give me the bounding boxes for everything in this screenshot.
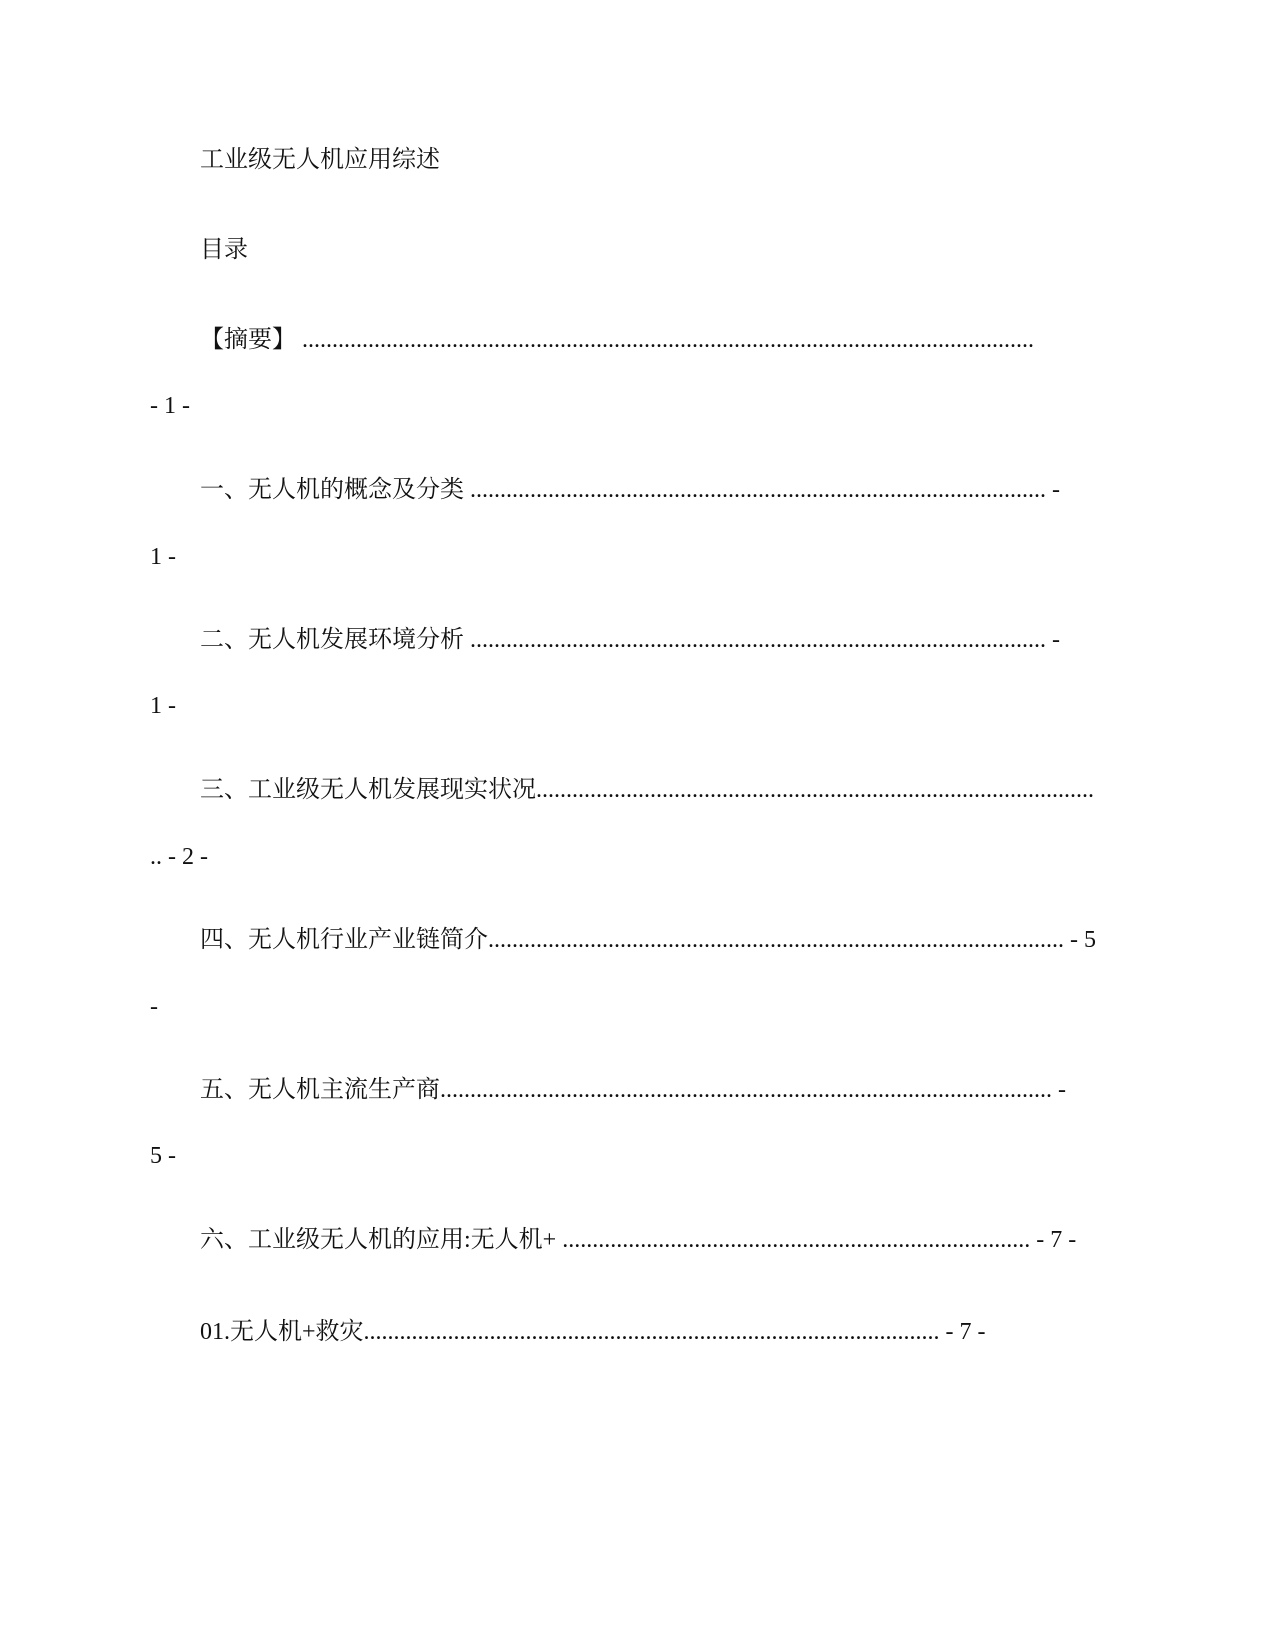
toc-entry-page: - 7 - <box>1030 1227 1077 1253</box>
toc-entry[interactable] <box>200 1318 986 1346</box>
toc-entry-continuation: 1 - <box>150 544 176 570</box>
toc-entry-leader: ................................................................................................ <box>488 927 1064 953</box>
toc-entry[interactable] <box>200 926 1096 954</box>
toc-entry-leader: ...................................................................................................... <box>440 1077 1052 1103</box>
toc-entry-label: 一、无人机的概念及分类 <box>200 477 464 503</box>
toc-entry-label: 五、无人机主流生产商 <box>200 1077 440 1103</box>
toc-entry[interactable] <box>200 1226 1076 1254</box>
toc-entry-leader: ............................................................................................. <box>536 777 1094 803</box>
toc-entry-leader: ................................................................................................ <box>464 477 1046 503</box>
toc-entry-leader: ................................................................................................ <box>464 627 1046 653</box>
toc-entry-continuation: 5 - <box>150 1143 176 1169</box>
toc-entry-leader: .............................................................................. <box>556 1227 1031 1253</box>
toc-entry-label: 【摘要】 <box>200 327 296 353</box>
toc-entry[interactable] <box>200 1076 1066 1104</box>
toc-entry-continuation: - <box>150 994 158 1020</box>
toc-entry-leader: .......................................................................................................................... <box>296 327 1034 353</box>
toc-entry-page: - <box>1046 627 1060 653</box>
toc-entry[interactable] <box>200 626 1060 654</box>
toc-entry-page: - 7 - <box>939 1319 986 1345</box>
document-title: 工业级无人机应用综述 <box>200 147 440 173</box>
toc-entry-label: 四、无人机行业产业链简介 <box>200 927 488 953</box>
toc-entry-continuation: .. - 2 - <box>150 844 208 870</box>
toc-heading: 目录 <box>200 237 248 263</box>
toc-entry-label: 01.无人机+救灾 <box>200 1319 364 1345</box>
toc-entry-label: 二、无人机发展环境分析 <box>200 627 464 653</box>
toc-entry[interactable] <box>200 776 1094 804</box>
toc-entry-continuation: - 1 - <box>150 393 190 419</box>
toc-entry-page: - 5 <box>1064 927 1096 953</box>
toc-entry-leader: ................................................................................................ <box>363 1319 940 1345</box>
toc-entry[interactable] <box>200 326 1034 354</box>
toc-entry[interactable] <box>200 476 1060 504</box>
toc-entry-continuation: 1 - <box>150 693 176 719</box>
toc-entry-page: - <box>1052 1077 1066 1103</box>
toc-entry-label: 三、工业级无人机发展现实状况 <box>200 777 536 803</box>
toc-entry-page: - <box>1046 477 1060 503</box>
toc-entry-label: 六、工业级无人机的应用:无人机+ <box>200 1227 557 1253</box>
